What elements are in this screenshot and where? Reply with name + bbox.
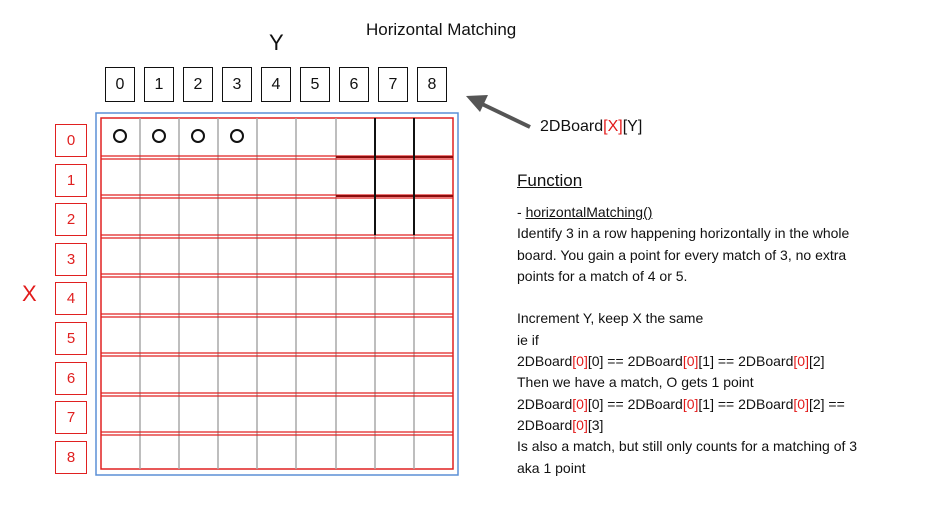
board-column-lines <box>140 118 414 469</box>
increment-line: Increment Y, keep X the same <box>517 310 704 327</box>
function-description <box>517 202 917 479</box>
row-index-box: 3 <box>55 243 87 276</box>
match-result-1: Then we have a match, O gets 1 point <box>517 374 754 391</box>
row-index-box: 0 <box>55 124 87 157</box>
x-axis-label: X <box>22 281 37 306</box>
function-name: horizontalMatching() <box>525 204 653 220</box>
ie-line: ie if <box>517 331 539 348</box>
board-ref: 2DBoard <box>627 395 683 412</box>
board-inner-frame <box>101 118 453 469</box>
o-mark <box>191 129 205 143</box>
row-index-ref: [0] <box>682 353 699 370</box>
row-index-ref: [0] <box>572 395 588 412</box>
row-index-box: 4 <box>55 282 87 315</box>
match-example-2-cont <box>517 415 917 436</box>
col-index-ref: [2] <box>808 395 825 412</box>
column-index-box: 2 <box>183 67 213 102</box>
y-axis-label: Y <box>269 30 284 55</box>
o-mark <box>113 129 127 143</box>
column-index-box: 5 <box>300 67 330 102</box>
board-ref: 2DBoard <box>738 395 794 412</box>
column-index-box: 8 <box>417 67 447 102</box>
equals-operator: == <box>603 353 628 370</box>
highlight-overlay-lines <box>336 118 453 235</box>
row-index-box: 2 <box>55 203 87 236</box>
col-index-ref: [2] <box>808 353 825 370</box>
row-index-box: 7 <box>55 401 87 434</box>
equals-operator: == <box>824 395 845 412</box>
row-index-box: 8 <box>55 441 87 474</box>
description-line: Identify 3 in a row happening horizontally in the whole <box>517 225 850 242</box>
equals-operator: == <box>713 353 739 370</box>
o-mark <box>230 129 244 143</box>
equals-operator: == <box>713 395 739 412</box>
board-ref: 2DBoard <box>517 416 573 433</box>
column-index-box: 3 <box>222 67 252 102</box>
match-result-2-cont: aka 1 point <box>517 459 586 476</box>
col-index-ref: [0] <box>587 353 604 370</box>
board-ref: 2DBoard <box>517 395 573 412</box>
board-row-lines <box>101 156 453 435</box>
column-index-box: 4 <box>261 67 291 102</box>
x-index: [X] <box>603 118 623 135</box>
column-index-box: 1 <box>144 67 174 102</box>
board-outer-frame <box>96 113 458 475</box>
spacer <box>517 287 917 308</box>
row-index-ref: [0] <box>793 353 809 370</box>
col-index-ref: [1] <box>698 395 714 412</box>
col-index-ref: [3] <box>587 416 604 433</box>
column-index-box: 6 <box>339 67 369 102</box>
board-ref: 2DBoard <box>517 353 573 370</box>
row-index-box: 5 <box>55 322 87 355</box>
col-index-ref: [0] <box>587 395 604 412</box>
row-index-box: 6 <box>55 362 87 395</box>
y-index: [Y] <box>622 118 643 135</box>
row-index-box: 1 <box>55 164 87 197</box>
pointer-arrow <box>466 95 530 127</box>
match-example-2 <box>517 394 917 415</box>
bullet-dash: - <box>517 204 526 220</box>
function-name-line <box>517 202 917 223</box>
match-example-1 <box>517 351 917 372</box>
column-index-box: 0 <box>105 67 135 102</box>
o-mark <box>152 129 166 143</box>
description-line: board. You gain a point for every match of 3, no extra <box>517 246 847 263</box>
description-line: points for a match of 4 or 5. <box>517 267 688 284</box>
diagram-title: Horizontal Matching <box>366 20 517 39</box>
array-notation-label <box>540 118 642 136</box>
row-index-ref: [0] <box>572 416 588 433</box>
function-heading: Function <box>517 171 583 190</box>
board-ref: 2DBoard <box>627 353 683 370</box>
match-result-2: Is also a match, but still only counts for a matching of 3 <box>517 438 858 455</box>
row-index-ref: [0] <box>572 353 588 370</box>
column-index-box: 7 <box>378 67 408 102</box>
col-index-ref: [1] <box>698 353 714 370</box>
board-ref: 2DBoard <box>738 353 794 370</box>
equals-operator: == <box>603 395 628 412</box>
row-index-ref: [0] <box>682 395 699 412</box>
row-index-ref: [0] <box>793 395 809 412</box>
array-name: 2DBoard <box>540 118 604 135</box>
